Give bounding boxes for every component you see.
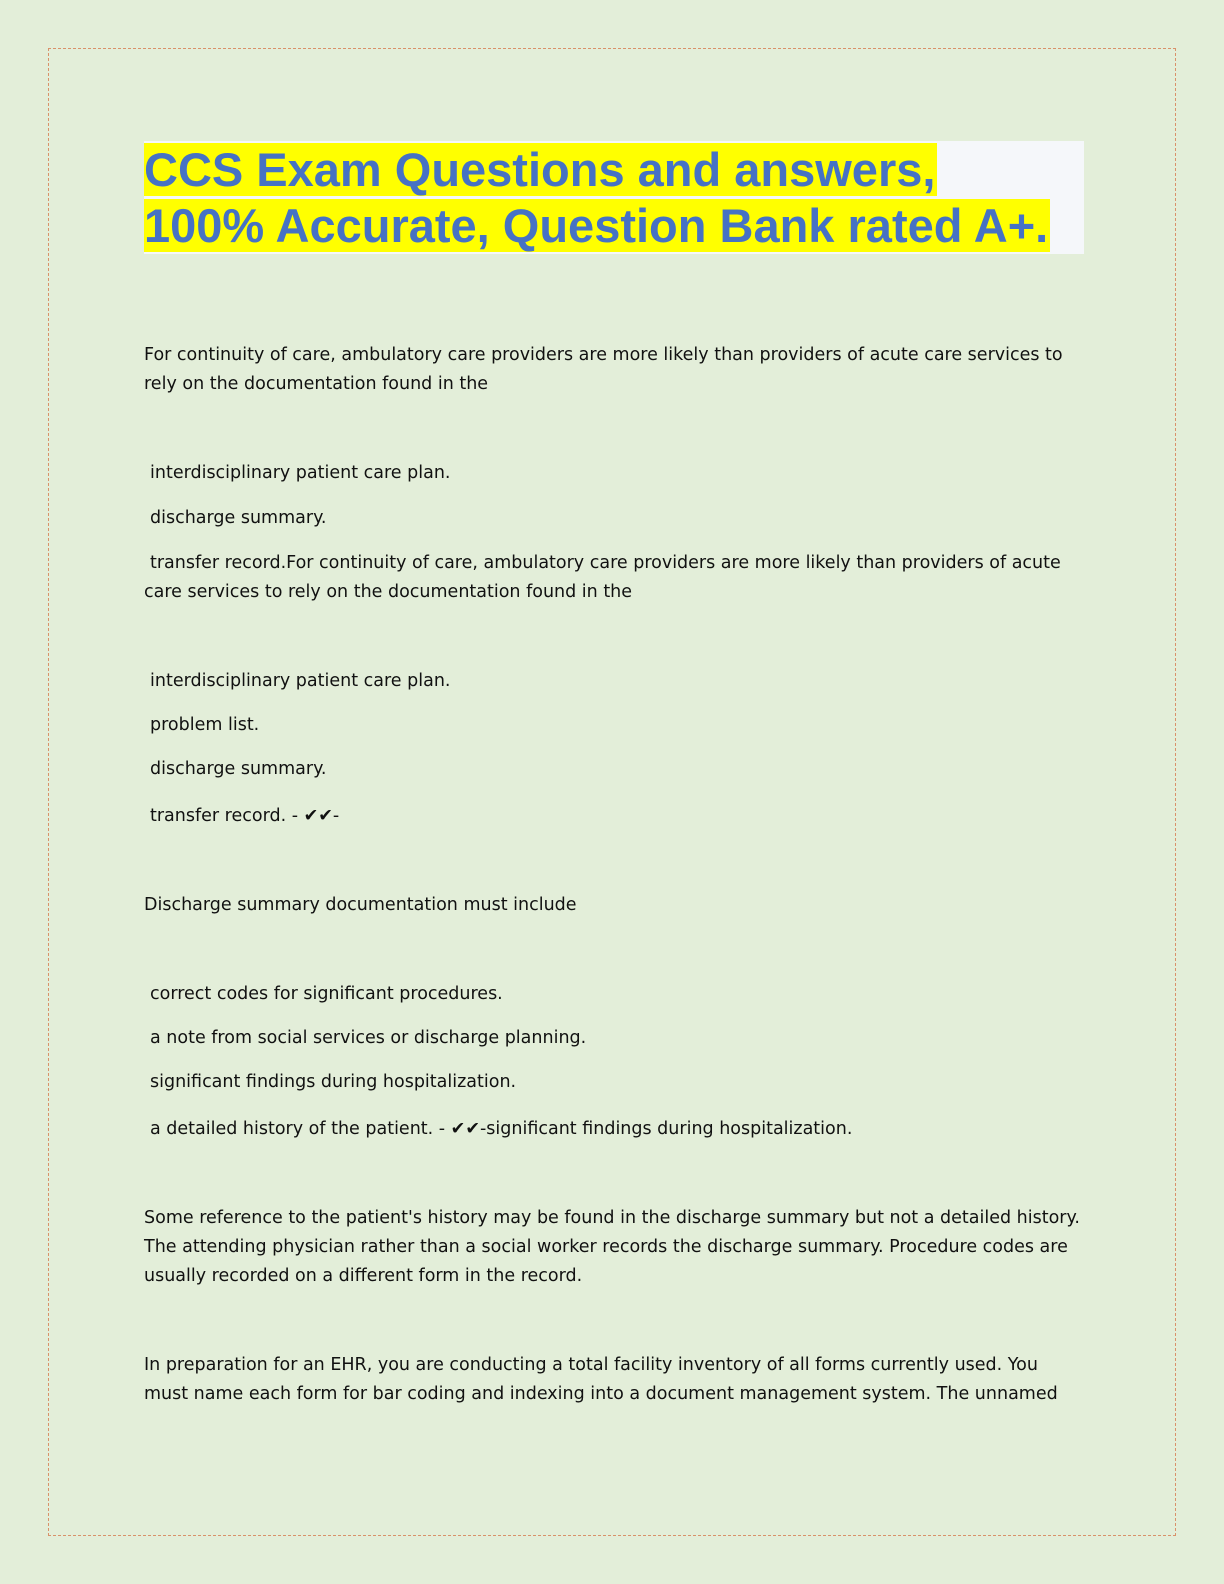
q2-option-2: a note from social services or discharge planning. (150, 1028, 587, 1048)
q1-option-b4-answer: transfer record. - ✔✔- (150, 806, 340, 826)
question-2-stem: Discharge summary documentation must include (144, 895, 577, 915)
document-title (144, 142, 1084, 254)
q1-option-b3: discharge summary. (150, 759, 327, 779)
q2-option-4-answer: a detailed history of the patient. - ✔✔-significant findings during hospitalization. (150, 1119, 853, 1139)
q2-rationale: Some reference to the patient's history may be found in the discharge summary but not a detailed history. The attending physician rather than a social worker records the discharge summary. Procedure codes are usually recorded on a different form in the record. (144, 1208, 1080, 1286)
q2-option-1: correct codes for significant procedures. (150, 984, 503, 1004)
document-body (144, 341, 1084, 1409)
title-line-2: 100% Accurate, Question Bank rated A+. (144, 199, 1049, 252)
q1-option-a1: interdisciplinary patient care plan. (150, 463, 451, 483)
title-line-1: CCS Exam Questions and answers, (144, 143, 936, 196)
q2-option-3: significant findings during hospitalization. (150, 1072, 517, 1092)
q1-option-b2: problem list. (150, 715, 260, 735)
q1-option-a2: discharge summary. (150, 508, 327, 528)
q1-option-b1: interdisciplinary patient care plan. (150, 671, 451, 691)
q1-option-a3: transfer record.For continuity of care, ambulatory care providers are more likely than providers of acute care services to rely on the documentation found in the (144, 553, 1061, 602)
question-1-stem: For continuity of care, ambulatory care providers are more likely than providers of acute care services to rely on the documentation found in the (144, 345, 1063, 394)
question-3-stem: In preparation for an EHR, you are conducting a total facility inventory of all forms currently used. You must name each form for bar coding and indexing into a document management system. The unnamed (144, 1355, 1058, 1404)
